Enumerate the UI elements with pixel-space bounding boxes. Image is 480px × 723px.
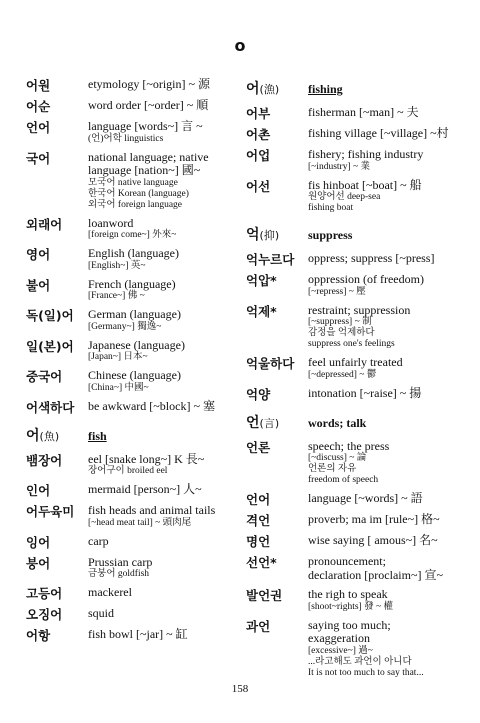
- definition-line: [foreign come~] 外來~: [88, 230, 177, 240]
- entry-headword: 어항: [26, 628, 51, 643]
- definition-line: saying too much;: [308, 617, 391, 632]
- entry-headword: 외래어: [26, 216, 63, 232]
- dictionary-entry: [26, 535, 240, 550]
- section-hangul: 언: [246, 414, 260, 431]
- dictionary-entry: [246, 252, 468, 267]
- section-header: [246, 78, 468, 98]
- entry-definition: [88, 120, 240, 145]
- definition-line: fis hinboat [~boat] ~ 船: [308, 177, 422, 192]
- section-header: [26, 425, 240, 445]
- definition-line: word order [~order] ~ 順: [88, 98, 209, 112]
- entry-definition: [88, 628, 240, 642]
- entry-definition: [88, 607, 240, 621]
- entry-definition: [308, 492, 468, 506]
- entry-definition: [88, 247, 240, 272]
- dictionary-entry: [26, 556, 240, 581]
- entry-headword: 독(일)어: [26, 308, 74, 323]
- entry-headword: 억누르다: [246, 252, 295, 267]
- entry-headword: 중국어: [26, 369, 63, 384]
- definition-line: 외국어 foreign language: [88, 199, 183, 210]
- section-headword: [26, 425, 88, 445]
- entry-headword: 명언: [246, 534, 271, 549]
- entry-headword: 억제*: [246, 303, 277, 319]
- section-hangul: 억: [246, 227, 260, 243]
- definition-line: mackerel: [88, 585, 132, 599]
- entry-headword: 어촌: [246, 127, 271, 142]
- entry-headword: 어업: [246, 148, 271, 163]
- entry-definition: [88, 400, 240, 414]
- definition-line: loanword: [88, 215, 134, 230]
- entry-headword: 억양: [246, 386, 271, 402]
- definition-line: fishing village [~village] ~村: [308, 126, 449, 140]
- entry-definition: [88, 339, 240, 364]
- entry-definition: [308, 273, 468, 298]
- dictionary-entry: [26, 247, 240, 272]
- entry-definition: [308, 588, 468, 613]
- entry-headword: 오징어: [26, 607, 63, 622]
- definition-line: [~head meat tail] ~ 頭肉尾: [88, 517, 192, 528]
- section-header: [246, 412, 468, 432]
- entry-headword: 붕어: [26, 555, 51, 571]
- definition-line: restraint; suppression: [308, 302, 411, 317]
- definition-line: suppress one's feelings: [308, 339, 395, 349]
- entry-headword: 고등어: [26, 586, 63, 601]
- entry-definition: [308, 179, 468, 215]
- section-title: fish: [88, 428, 107, 443]
- dictionary-entry: [246, 619, 468, 679]
- entry-headword: 언어: [246, 492, 271, 507]
- dictionary-entry: [26, 120, 240, 145]
- dictionary-entry: [246, 492, 468, 507]
- entry-definition: [88, 278, 240, 303]
- section-title: suppress: [308, 228, 353, 242]
- entry-headword: 과언: [246, 618, 271, 634]
- definition-line: 장어구이 broiled eel: [88, 466, 168, 476]
- definition-line: [~repress] ~ 壓: [308, 286, 366, 297]
- entry-headword: 언론: [246, 439, 271, 455]
- definition-line: 원양어선 deep-sea: [308, 192, 381, 202]
- entry-headword: 억울하다: [246, 356, 295, 371]
- definition-line: [English~] 英~: [88, 260, 146, 271]
- dictionary-entry: [26, 339, 240, 364]
- entry-definition: [88, 453, 240, 478]
- entry-definition: [88, 483, 240, 497]
- dictionary-entry: [246, 387, 468, 402]
- definition-line: the righ to speak: [308, 587, 388, 601]
- definition-line: [~industry] ~ 業: [308, 161, 370, 172]
- section-hanja: (言): [259, 416, 280, 430]
- entry-definition: [308, 513, 468, 527]
- entry-definition: [88, 556, 240, 581]
- entry-definition: [88, 504, 240, 529]
- definition-line: speech; the press: [308, 438, 390, 453]
- section-headword: [246, 412, 308, 432]
- definition-line: Prussian carp: [88, 554, 153, 569]
- entry-headword: 뱀장어: [26, 452, 63, 468]
- section-title: words; talk: [308, 415, 367, 430]
- left-column: [26, 78, 240, 649]
- definition-line: wise saying [ amous~] 名~: [308, 533, 438, 547]
- dictionary-entry: [26, 607, 240, 622]
- dictionary-entry: [246, 513, 468, 528]
- entry-headword: 선언*: [246, 555, 277, 570]
- definition-line: squid: [88, 606, 115, 620]
- entry-headword: 어원: [26, 78, 51, 93]
- dictionary-entry: [26, 78, 240, 93]
- definition-line: carp: [88, 533, 109, 548]
- definition-line: declaration [proclaim~] 宣~: [308, 567, 443, 582]
- dictionary-entry: [26, 586, 240, 601]
- definition-line: [~discuss] ~ 論: [308, 453, 367, 463]
- definition-line: fishery; fishing industry: [308, 147, 424, 161]
- entry-headword: 어부: [246, 106, 271, 121]
- dictionary-entry: [26, 369, 240, 394]
- section-header: [246, 224, 468, 244]
- definition-line: It is not too much to say that...: [308, 667, 424, 678]
- entry-headword: 불어: [26, 277, 51, 293]
- section-headword: [246, 224, 308, 244]
- dictionary-entry: [246, 356, 468, 381]
- definition-line: fisherman [~man] ~ 夫: [308, 105, 419, 119]
- definition-line: fishing boat: [308, 203, 354, 213]
- section-hanja: (魚): [39, 429, 60, 443]
- entry-definition: [88, 99, 240, 113]
- definition-line: [France~] 佛 ~: [88, 291, 145, 301]
- dictionary-entry: [26, 400, 240, 415]
- dictionary-entry: [246, 273, 468, 298]
- definition-line: language [words~] 言 ~: [88, 119, 203, 133]
- entry-headword: 일(본)어: [26, 338, 74, 354]
- dictionary-entry: [26, 151, 240, 211]
- section-title: fishing: [308, 82, 343, 96]
- definition-line: mermaid [person~] 人~: [88, 482, 202, 496]
- definition-line: be awkward [~block] ~ 塞: [88, 398, 215, 413]
- definition-line: [Germany~] 獨逸~: [88, 321, 162, 332]
- definition-line: eel [snake long~] K 長~: [88, 451, 205, 466]
- dictionary-entry: [26, 453, 240, 478]
- dictionary-entry: [246, 588, 468, 613]
- entry-headword: 억압*: [246, 273, 277, 288]
- definition-line: [~depressed] ~ 鬱: [308, 369, 377, 380]
- definition-line: [~suppress] ~ 制: [308, 317, 372, 327]
- dictionary-entry: [246, 127, 468, 142]
- entry-definition: [308, 555, 468, 582]
- dictionary-entry: [26, 308, 240, 333]
- section-hangul: 어: [26, 427, 40, 444]
- dictionary-section: [246, 78, 468, 214]
- definition-line: German (language): [88, 307, 181, 321]
- definition-line: (언)어학 linguistics: [88, 133, 164, 144]
- definition-line: pronouncement;: [308, 554, 386, 568]
- entry-definition: [88, 217, 240, 242]
- definition-line: oppress; suppress [~press]: [308, 251, 435, 265]
- definition-line: Japanese (language): [88, 337, 185, 352]
- entry-definition: [308, 252, 468, 266]
- right-column: [246, 78, 468, 685]
- dictionary-entry: [26, 628, 240, 643]
- section-headword: [246, 78, 308, 98]
- definition-line: fish bowl [~jar] ~ 缸: [88, 627, 188, 641]
- definition-line: ...라고해도 과언이 아니다: [308, 656, 412, 667]
- entry-headword: 어색하다: [26, 399, 75, 415]
- dictionary-entry: [26, 99, 240, 114]
- definition-line: etymology [~origin] ~ 源: [88, 77, 210, 91]
- entry-definition: [308, 440, 468, 487]
- dictionary-entry: [26, 217, 240, 242]
- dictionary-entry: [246, 534, 468, 549]
- definition-line: 한국어 Korean (language): [88, 188, 189, 199]
- entry-definition: [88, 369, 240, 394]
- definition-line: [China~] 中國~: [88, 382, 149, 393]
- definition-line: oppression (of freedom): [308, 272, 424, 286]
- entry-definition: [88, 151, 240, 211]
- definition-line: 감정을 억제하다: [308, 328, 375, 338]
- dictionary-entry: [26, 483, 240, 498]
- section-hanja: (抑): [259, 229, 280, 242]
- definition-line: [Japan~] 日本~: [88, 352, 148, 362]
- definition-line: Chinese (language): [88, 368, 181, 382]
- definition-line: fish heads and animal tails: [88, 503, 216, 517]
- entry-headword: 어선: [246, 178, 271, 194]
- definition-line: intonation [~raise] ~ 揚: [308, 385, 422, 400]
- dictionary-entry: [26, 278, 240, 303]
- entry-definition: [308, 148, 468, 173]
- entry-headword: 언어: [26, 120, 51, 135]
- dictionary-entry: [246, 106, 468, 121]
- entry-definition: [88, 535, 240, 549]
- definition-line: [shoot~rights] 發 ~ 權: [308, 601, 393, 612]
- dictionary-entry: [246, 304, 468, 351]
- definition-line: English (language): [88, 246, 179, 260]
- definition-line: language [~words] ~ 語: [308, 491, 423, 505]
- entry-definition: [308, 106, 468, 120]
- entry-definition: [308, 534, 468, 548]
- entry-definition: [308, 304, 468, 351]
- entry-definition: [88, 308, 240, 333]
- entry-headword: 잉어: [26, 534, 51, 550]
- dictionary-entry: [246, 440, 468, 487]
- entry-definition: [308, 127, 468, 141]
- entry-headword: 국어: [26, 150, 51, 166]
- definition-line: [excessive~] 過~: [308, 645, 373, 656]
- definition-line: national language; native language [nation~] 國~: [88, 149, 209, 177]
- entry-headword: 영어: [26, 247, 51, 262]
- entry-headword: 격언: [246, 513, 271, 528]
- section-hanja: (漁): [259, 83, 280, 96]
- definition-line: French (language): [88, 276, 176, 291]
- dictionary-entry: [246, 148, 468, 173]
- dictionary-entry: [246, 179, 468, 215]
- page-number: 158: [231, 683, 249, 695]
- definition-line: freedom of speech: [308, 475, 379, 485]
- section-hangul: 어: [246, 81, 260, 97]
- entry-headword: 발언권: [246, 588, 283, 603]
- page-header: o: [234, 36, 246, 55]
- entry-headword: 어순: [26, 99, 51, 114]
- entry-headword: 인어: [26, 483, 51, 498]
- definition-line: feel unfairly treated: [308, 355, 403, 369]
- entry-definition: [88, 78, 240, 92]
- entry-definition: [308, 356, 468, 381]
- entry-definition: [308, 387, 468, 401]
- entry-definition: [88, 586, 240, 600]
- dictionary-entry: [246, 555, 468, 582]
- definition-line: proverb; ma im [rule~] 格~: [308, 512, 440, 526]
- dictionary-section: [26, 425, 240, 644]
- dictionary-section: [246, 412, 468, 679]
- definition-line: 언론의 자유: [308, 464, 357, 474]
- entry-headword: 어두육미: [26, 504, 75, 519]
- dictionary-entry: [26, 504, 240, 529]
- dictionary-section: [246, 224, 468, 402]
- definition-line: 모국어 native language: [88, 177, 178, 188]
- definition-line: exaggeration: [308, 631, 370, 645]
- definition-line: 금붕어 goldfish: [88, 569, 150, 579]
- entry-definition: [308, 619, 468, 679]
